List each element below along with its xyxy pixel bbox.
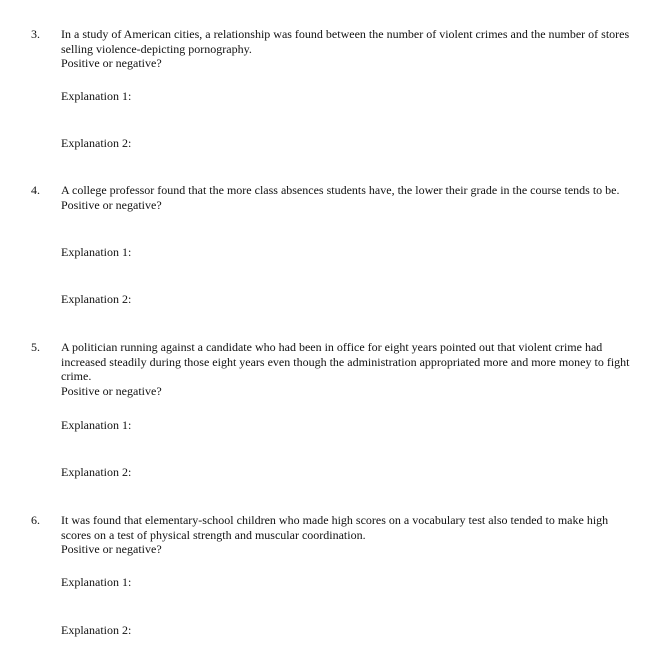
explanation-1-label: Explanation 1:	[61, 89, 132, 103]
question-6	[0, 513, 668, 643]
explanation-2-label: Explanation 2:	[61, 292, 132, 306]
explanation-1-label: Explanation 1:	[61, 245, 132, 259]
question-body	[61, 513, 641, 557]
explanation-2-label: Explanation 2:	[61, 136, 132, 150]
question-body	[61, 183, 641, 212]
question-text: A college professor found that the more class absences students have, the lower their grade in the course tends to be.	[61, 183, 620, 197]
question-text: A politician running against a candidate who had been in office for eight years pointed out that violent crime had increased steadily during those eight years even though the administration appropriated more and more money to fight crime.	[61, 340, 630, 383]
explanation-2-label: Explanation 2:	[61, 623, 132, 637]
question-4	[0, 183, 668, 313]
question-text: In a study of American cities, a relationship was found between the number of violent crimes and the number of stores selling violence-depicting pornography.	[61, 27, 630, 56]
question-prompt: Positive or negative?	[61, 383, 162, 398]
question-number: 3.	[31, 27, 40, 41]
question-prompt: Positive or negative?	[61, 197, 162, 212]
question-number: 6.	[31, 513, 40, 527]
explanation-1-label: Explanation 1:	[61, 418, 132, 432]
question-body	[61, 340, 641, 398]
question-number: 4.	[31, 183, 40, 197]
question-5	[0, 340, 668, 485]
question-body	[61, 27, 641, 71]
question-3	[0, 27, 668, 157]
explanation-1-label: Explanation 1:	[61, 575, 132, 589]
question-prompt: Positive or negative?	[61, 542, 162, 556]
question-text: It was found that elementary-school children who made high scores on a vocabulary test also tended to make high scores on a test of physical strength and muscular coordination.	[61, 513, 609, 542]
explanation-2-label: Explanation 2:	[61, 465, 132, 479]
question-number: 5.	[31, 340, 40, 354]
question-prompt: Positive or negative?	[61, 56, 162, 70]
